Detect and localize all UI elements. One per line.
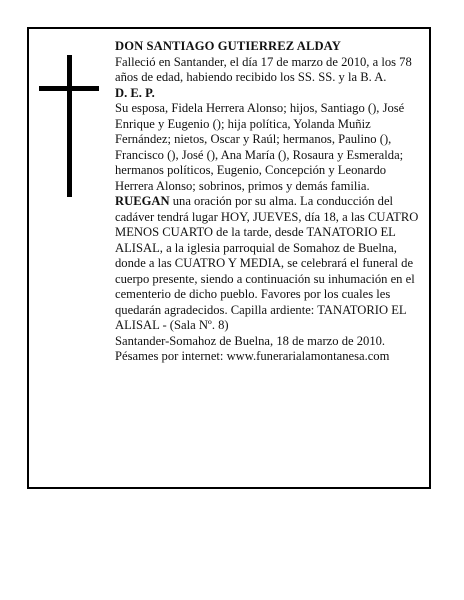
condolences-line: Pésames por internet: www.funerarialamontanesa.com — [115, 349, 390, 363]
cross-vertical-bar — [67, 55, 72, 197]
cross-icon — [39, 55, 99, 197]
deceased-name: DON SANTIAGO GUTIERREZ ALDAY — [115, 39, 341, 53]
ruegan-text: una oración por su alma. La conducción del cadáver tendrá lugar HOY, JUEVES, día 18, a las CUATRO MENOS CUARTO de la tarde, desde TANATORIO EL ALISAL, a la iglesia parroquial de Somahoz de Buelna, donde a las CUATRO Y MEDIA, se celebrará el funeral de cuerpo presente, siendo a continuación su inhumación en el cementerio de dicho pueblo. Favores por los cuales les quedarán agradecidos. Capilla ardiente: TANATORIO EL ALISAL - (Sala Nº. 8) — [115, 194, 419, 332]
ruegan-paragraph — [115, 194, 423, 334]
cross-horizontal-bar — [39, 86, 99, 91]
place-date: Santander-Somahoz de Buelna, 18 de marzo de 2010. — [115, 333, 386, 348]
notice-body — [115, 39, 423, 365]
obituary-notice — [27, 27, 431, 489]
dep-heading: D. E. P. — [115, 85, 155, 100]
family-list: Su esposa, Fidela Herrera Alonso; hijos, Santiago (), José Enrique y Eugenio (); hija política, Yolanda Muñiz Fernández; nietos, Oscar y Raúl; hermanos, Paulino (), Francisco (), José (), Ana María (), Rosaura y Esmeralda; hermanos políticos, Eugenio, Concepción y Leonardo Herrera Alonso; sobrinos, primos y demás familia. — [115, 101, 405, 193]
ruegan-label: RUEGAN — [115, 194, 170, 208]
death-info: Falleció en Santander, el día 17 de marzo de 2010, a los 78 años de edad, habiendo recibido los SS. SS. y la B. A. — [115, 54, 412, 84]
